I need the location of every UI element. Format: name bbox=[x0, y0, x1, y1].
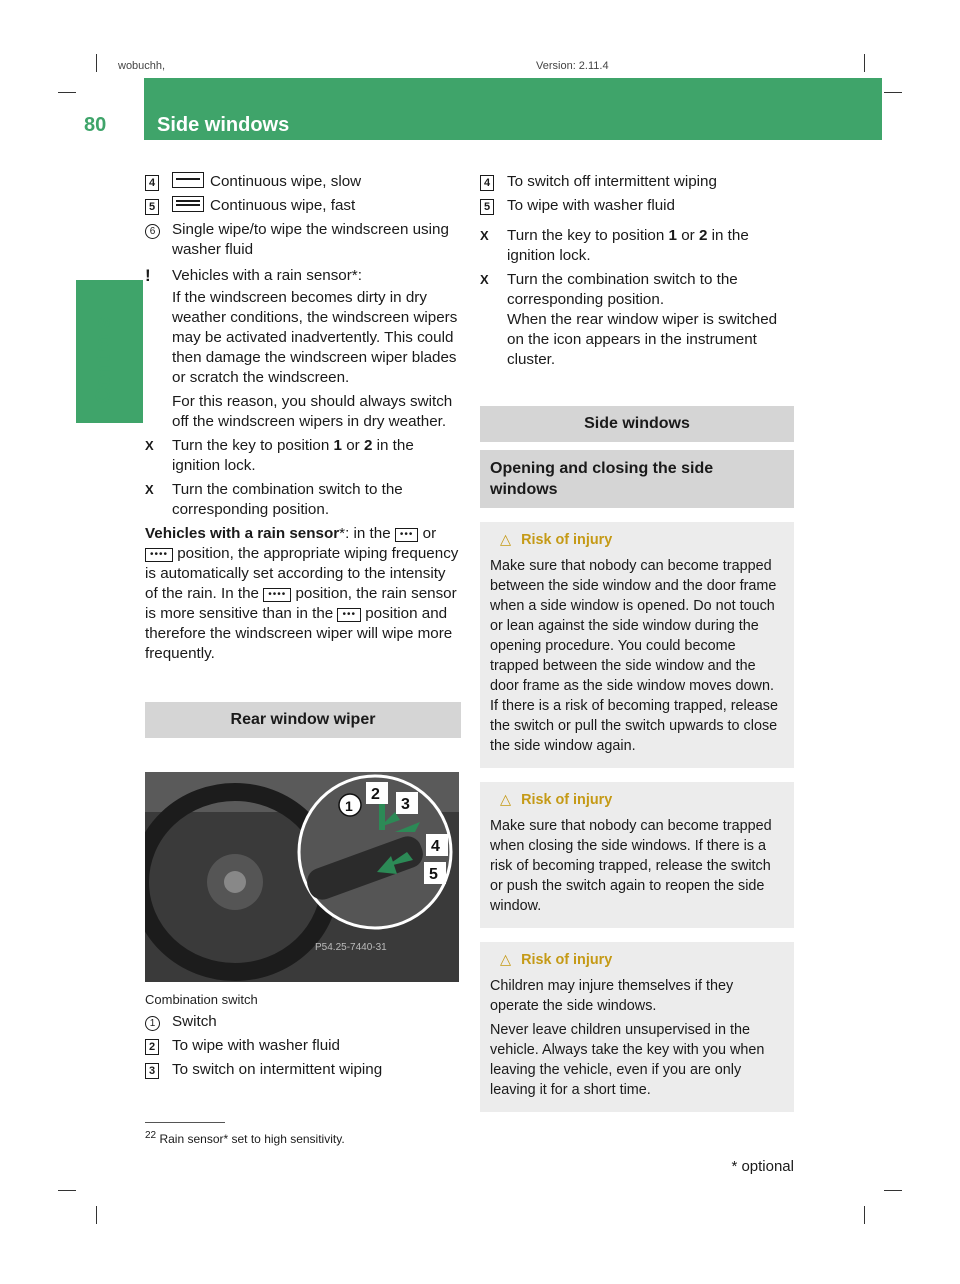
optional-note: * optional bbox=[731, 1158, 794, 1175]
left-legend bbox=[145, 1012, 461, 1084]
rain-sensor-paragraph: Vehicles with a rain sensor*: in the ••• or •••• position, the appropriate wiping frequency is automatically set according to the intensity of the rain. In the •••• position, the rain sensor is more sensitive than in the ••• position and therefore the windscreen wiper will wipe more frequently. bbox=[145, 525, 459, 662]
marker-box: 2 bbox=[145, 1039, 159, 1055]
crop-mark bbox=[96, 54, 97, 72]
risk-box: △ Risk of injury Children may injure themselves if they operate the side windows. Never leave children unsupervised in the vehicle. Always take the key with you when leaving the vehicle, even if you are only leaving it for a short time. bbox=[480, 942, 794, 1112]
figure-illustration bbox=[145, 772, 459, 982]
list-item: 4 Continuous wipe, slow bbox=[145, 172, 461, 192]
callout-5: 5 bbox=[429, 866, 438, 883]
list-item: 6 Single wipe/to wipe the windscreen using washer fluid bbox=[145, 220, 461, 260]
section-heading: Side windows bbox=[480, 406, 794, 442]
page-title: Side windows bbox=[157, 114, 290, 136]
left-column bbox=[145, 172, 461, 738]
step-item: X Turn the key to position 1 or 2 in the ignition lock. bbox=[145, 437, 414, 474]
warning-text: If the windscreen becomes dirty in dry weather conditions, the windscreen wipers may be activated inadvertently. This could then damage the windscreen wiper blades or scratch the windscreen. bbox=[172, 289, 458, 386]
step-item: X Turn the key to position 1 or 2 in the ignition lock. bbox=[480, 227, 749, 264]
figure-code: P54.25-7440-31 bbox=[315, 942, 387, 953]
warning-triangle-icon: △ bbox=[500, 532, 512, 548]
risk-box: △ Risk of injury Make sure that nobody can become trapped between the side window and the door frame when a side window is opened. Do not touch or lean against the side window during the opening procedure. You could become trapped between the side window and the door frame as the side window moves down. If there is a risk of becoming trapped, release the switch or pull the switch upwards to close the side window again. bbox=[480, 522, 794, 768]
step-marker: X bbox=[480, 228, 489, 243]
marker-circle: 6 bbox=[145, 224, 160, 239]
intermittent-2-icon: •••• bbox=[145, 548, 173, 562]
marker-circle: 1 bbox=[145, 1016, 160, 1031]
legend-item: 2 To wipe with washer fluid bbox=[145, 1036, 461, 1056]
crop-mark bbox=[58, 92, 76, 93]
marker-box: 4 bbox=[480, 175, 494, 191]
step-item: X Turn the combination switch to the corresponding position. bbox=[145, 481, 403, 518]
marker-box: 5 bbox=[145, 199, 159, 215]
wipe-slow-icon bbox=[172, 172, 204, 188]
risk-box: △ Risk of injury Make sure that nobody can become trapped when closing the side windows. If there is a risk of becoming trapped, release the switch or push the switch again to reopen the side window. bbox=[480, 782, 794, 928]
step-marker: X bbox=[480, 272, 489, 287]
legend-item: 3 To switch on intermittent wiping bbox=[145, 1060, 461, 1080]
page-number: 80 bbox=[84, 114, 107, 136]
intermittent-1-icon: ••• bbox=[395, 528, 419, 542]
step-item: X Turn the combination switch to the corresponding position. When the rear window wiper is switched on the icon appears in the instrument cluster. bbox=[480, 271, 778, 368]
crop-mark bbox=[96, 1206, 97, 1224]
footnote: $^{22}$ Rain sensor* set to high sensitivity. bbox=[145, 1130, 345, 1146]
marker-box: 5 bbox=[480, 199, 494, 215]
side-tab-label: Controls bbox=[92, 316, 115, 403]
header-divider bbox=[146, 78, 148, 140]
intermittent-1-icon: ••• bbox=[337, 608, 361, 622]
top-note-right: Version: 2.11.4 bbox=[536, 60, 609, 72]
callout-2: 2 bbox=[371, 786, 380, 803]
list-item: 5 Continuous wipe, fast bbox=[145, 196, 461, 216]
warning-text: For this reason, you should always switch off the windscreen wipers in dry weather. bbox=[172, 393, 453, 430]
figure-caption: Combination switch bbox=[145, 992, 258, 1007]
exclamation-icon: ! bbox=[145, 266, 151, 285]
combination-switch-figure bbox=[145, 772, 459, 982]
wipe-fast-icon bbox=[172, 196, 204, 212]
step-marker: X bbox=[145, 438, 154, 453]
crop-mark bbox=[884, 92, 902, 93]
warning-note: ! Vehicles with a rain sensor*: bbox=[145, 266, 362, 285]
callout-4: 4 bbox=[431, 838, 440, 855]
crop-mark bbox=[864, 1206, 865, 1224]
footnote-rule bbox=[145, 1122, 225, 1123]
intermittent-2-icon: •••• bbox=[263, 588, 291, 602]
legend-item: 1 Switch bbox=[145, 1012, 461, 1032]
subsection-heading: Opening and closing the side windows bbox=[480, 450, 794, 508]
top-note-left: wobuchh, bbox=[118, 60, 166, 72]
legend-item: 5 To wipe with washer fluid bbox=[480, 196, 794, 216]
right-column bbox=[480, 172, 794, 1112]
section-heading: Rear window wiper bbox=[145, 702, 461, 738]
step-marker: X bbox=[145, 482, 154, 497]
warning-triangle-icon: △ bbox=[500, 792, 512, 808]
warning-triangle-icon: △ bbox=[500, 952, 512, 968]
marker-box: 3 bbox=[145, 1063, 159, 1079]
callout-1: 1 bbox=[345, 798, 353, 814]
crop-mark bbox=[864, 54, 865, 72]
marker-box: 4 bbox=[145, 175, 159, 191]
crop-mark bbox=[58, 1190, 76, 1191]
crop-mark bbox=[884, 1190, 902, 1191]
legend-item: 4 To switch off intermittent wiping bbox=[480, 172, 794, 192]
callout-3: 3 bbox=[401, 796, 410, 813]
